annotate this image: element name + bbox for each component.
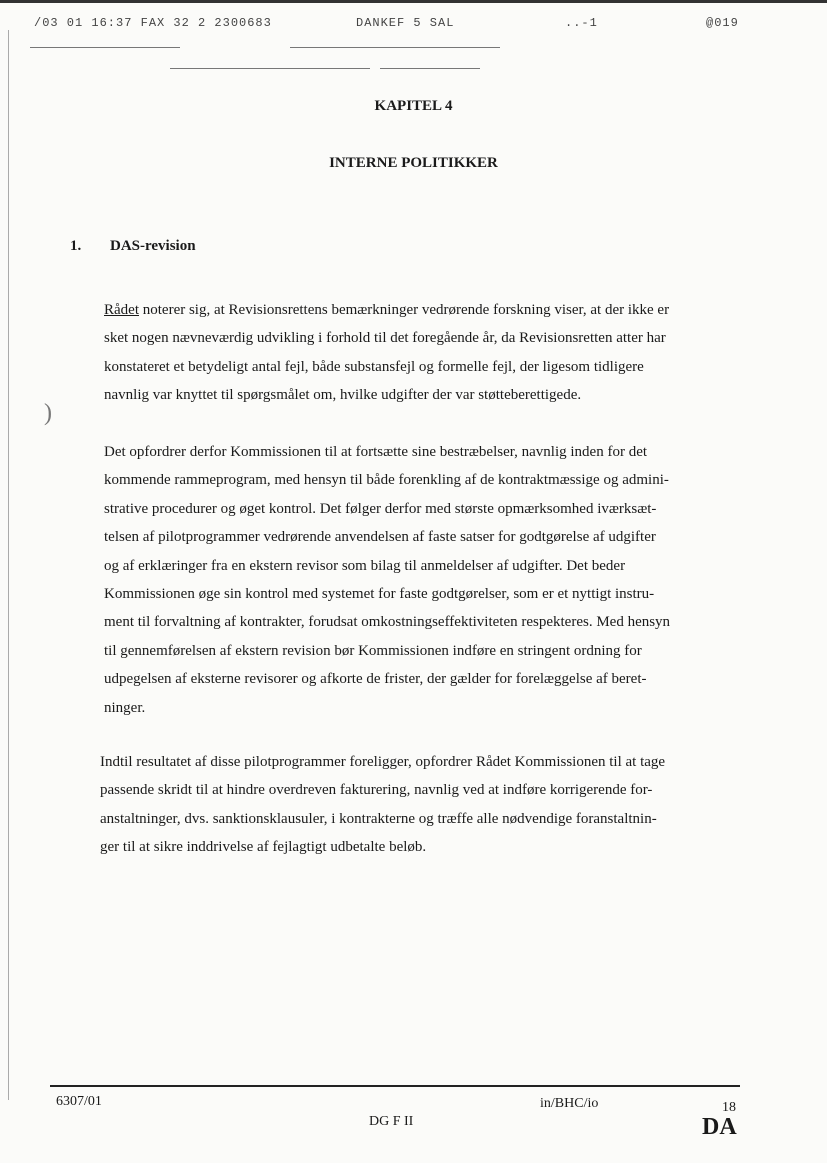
directorate: DG F II [369,1114,414,1129]
paragraph-line: Kommissionen øge sin kontrol med systemet for faste godtgørelser, som er et nyttigt instru- [104,586,655,603]
fax-header-center: DANKEF 5 SAL [356,16,455,30]
document-number: 6307/01 [56,1094,102,1109]
language-code: DA [702,1114,737,1140]
paragraph-line: anstaltninger, dvs. sanktionsklausuler, i kontrakterne og træffe alle nødvendige foranstaltnin- [100,810,657,827]
paragraph-line: kommende rammeprogram, med hensyn til både forenkling af de kontraktmæssige og admini- [104,472,669,489]
paragraph-line: ger til at sikre inddrivelse af fejlagtigt udbetalte beløb. [100,839,427,856]
paragraph-line: passende skridt til at hindre overdreven fakturering, navnlig ved at indføre korrigerende for- [100,782,653,799]
paragraph-3 [100,748,744,862]
paragraph-1 [104,296,748,410]
footer-divider [50,1085,740,1087]
fax-header [0,0,827,33]
scan-margin-line [8,30,9,1100]
paragraph-line: til gennemførelsen af ekstern revision bør Kommissionen indføre en stringent ordning for [104,642,642,659]
fax-header-mid-right: ..-1 [565,16,598,30]
fax-divider [30,47,180,48]
paragraph-line: telsen af pilotprogrammer vedrørende anvendelsen af faste satser for godtgørelse af udgifter [104,529,656,546]
fax-header-right: @019 [706,16,739,30]
paragraph-line: udpegelsen af eksterne revisorer og afkorte de frister, der gælder for forelæggelse af beret- [104,671,647,688]
paragraph-line: sket nogen nævneværdig udvikling i forhold til det foregående år, da Revisionsretten atter har [104,330,666,347]
paragraph-line: og af erklæringer fra en ekstern revisor som bilag til anmeldelser af udgifter. Det beder [104,557,626,574]
paragraph-line: navnlig var knyttet til spørgsmålet om, hvilke udgifter der var støtteberettigede. [104,387,582,404]
paragraph-line: Indtil resultatet af disse pilotprogrammer foreligger, opfordrer Rådet Kommissionen til at tage [100,754,666,770]
fax-divider [290,47,500,48]
paragraph-line: Det opfordrer derfor Kommissionen til at fortsætte sine bestræbelser, navnlig inden for det [104,444,648,460]
section-title: DAS-revision [110,238,196,254]
page-number: 18 [722,1100,736,1115]
punch-hole-mark: ) [44,400,52,426]
section-number: 1. [70,238,82,254]
fax-header-left: /03 01 16:37 FAX 32 2 2300683 [34,16,272,30]
paragraph-line: Rådet noterer sig, at Revisionsrettens bemærkninger vedrørende forskning viser, at der ikke er [104,302,670,318]
paragraph-2 [104,438,748,722]
chapter-heading: INTERNE POLITIKKER [329,155,498,171]
chapter-title: KAPITEL 4 [374,98,453,114]
fax-divider [170,68,370,69]
paragraph-line: ninger. [104,699,146,716]
underlined-word: Rådet [104,302,139,318]
footer-reference: in/BHC/io [540,1096,599,1111]
fax-divider [380,68,480,69]
paragraph-line: ment til forvaltning af kontrakter, forudsat omkostningseffektiviteten respekteres. Med hensyn [104,614,671,631]
paragraph-line: strative procedurer og øget kontrol. Det følger derfor med største opmærksomhed iværksæt- [104,500,657,517]
paragraph-line: konstateret et betydeligt antal fejl, både substansfejl og formelle fejl, der ligesom tidligere [104,358,644,375]
